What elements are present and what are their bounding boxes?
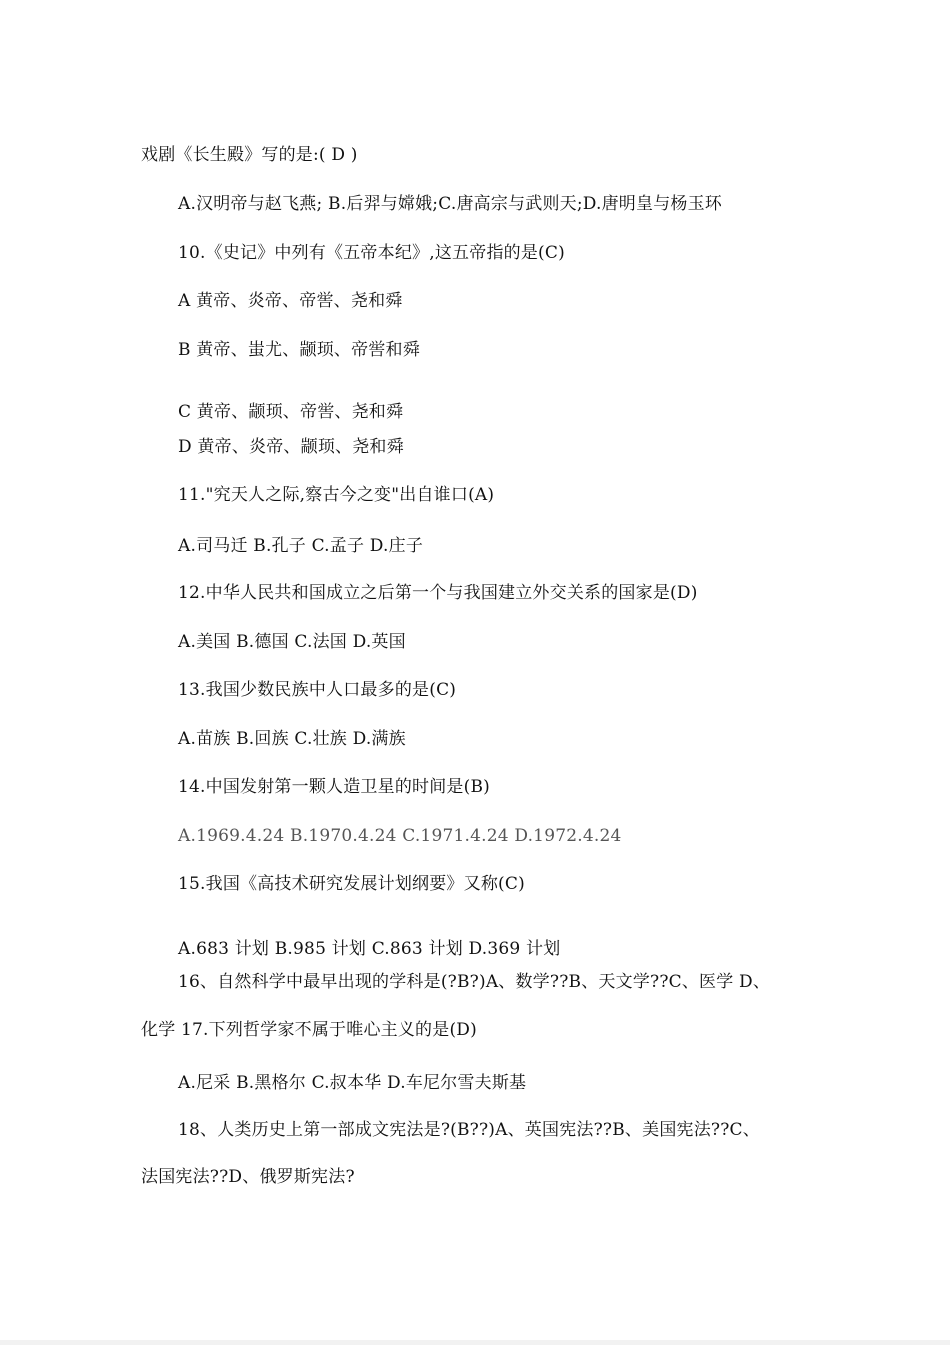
question-10-option-b: B 黄帝、蚩尤、颛顼、帝喾和舜 xyxy=(178,340,420,360)
question-17-options: A.尼采 B.黑格尔 C.叔本华 D.车尼尔雪夫斯基 xyxy=(178,1073,527,1093)
question-12-options: A.美国 B.德国 C.法国 D.英国 xyxy=(178,632,406,652)
question-15-stem: 15.我国《高技术研究发展计划纲要》又称(C) xyxy=(178,874,525,894)
question-16-stem: 16、自然科学中最早出现的学科是(?B?)A、数学??B、天文学??C、医学 D、 xyxy=(178,972,771,992)
question-11-options: A.司马迁 B.孔子 C.孟子 D.庄子 xyxy=(178,536,424,556)
question-13-options: A.苗族 B.回族 C.壮族 D.满族 xyxy=(178,729,406,749)
question-18-continuation: 法国宪法??D、俄罗斯宪法? xyxy=(141,1167,355,1187)
question-14-options: A.1969.4.24 B.1970.4.24 C.1971.4.24 D.1972.4.24 xyxy=(178,826,622,846)
question-9-options: A.汉明帝与赵飞燕; B.后羿与嫦娥;C.唐高宗与武则天;D.唐明皇与杨玉环 xyxy=(178,194,722,214)
question-10-option-c: C 黄帝、颛顼、帝喾、尧和舜 xyxy=(178,402,404,422)
question-9-stem: 戏剧《长生殿》写的是:( D ) xyxy=(141,145,358,165)
question-17-stem: 化学 17.下列哲学家不属于唯心主义的是(D) xyxy=(141,1020,477,1040)
question-18-stem: 18、人类历史上第一部成文宪法是?(B??)A、英国宪法??B、美国宪法??C、 xyxy=(178,1120,760,1140)
question-13-stem: 13.我国少数民族中人口最多的是(C) xyxy=(178,680,457,700)
question-15-options: A.683 计划 B.985 计划 C.863 计划 D.369 计划 xyxy=(178,939,561,959)
question-12-stem: 12.中华人民共和国成立之后第一个与我国建立外交关系的国家是(D) xyxy=(178,583,698,603)
page-bottom-edge xyxy=(0,1340,950,1345)
question-14-stem: 14.中国发射第一颗人造卫星的时间是(B) xyxy=(178,777,490,797)
question-11-stem: 11."究天人之际,察古今之变"出自谁口(A) xyxy=(178,485,495,505)
question-10-stem: 10.《史记》中列有《五帝本纪》,这五帝指的是(C) xyxy=(178,243,565,263)
question-10-option-a: A 黄帝、炎帝、帝喾、尧和舜 xyxy=(178,291,403,311)
question-10-option-d: D 黄帝、炎帝、颛顼、尧和舜 xyxy=(178,437,404,457)
